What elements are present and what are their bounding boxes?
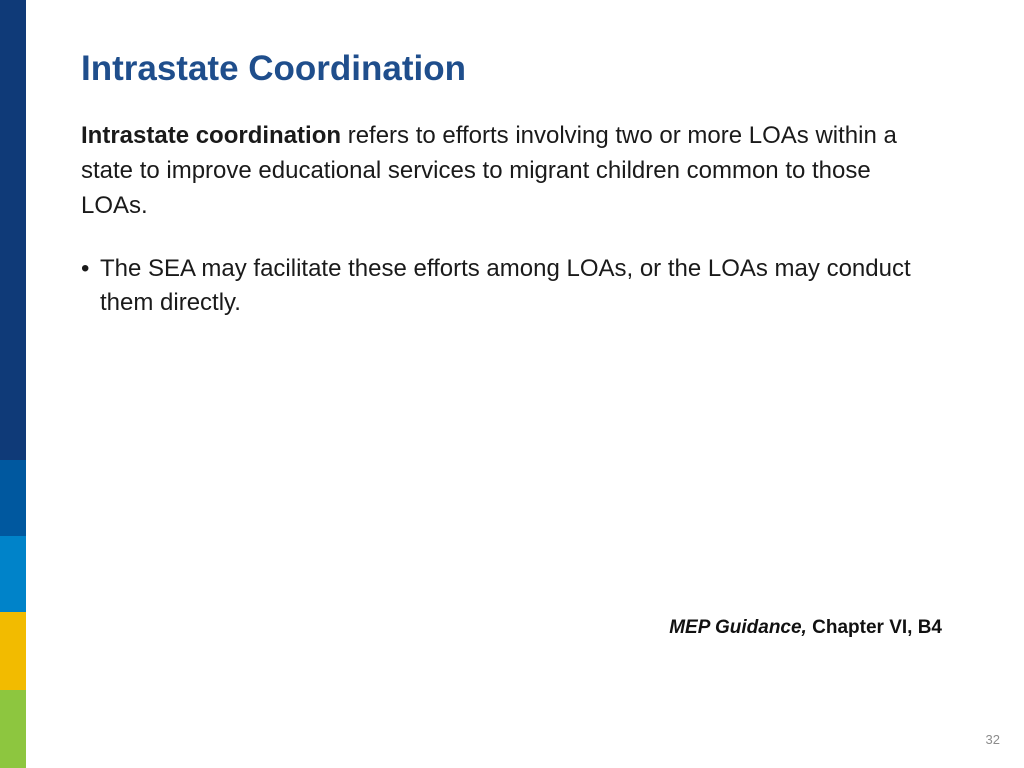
bullet-text: The SEA may facilitate these efforts among LOAs, or the LOAs may conduct them directly. xyxy=(100,255,911,316)
citation xyxy=(669,614,942,642)
accent-segment-sky xyxy=(0,536,26,612)
page-number: 32 xyxy=(985,732,1000,747)
bullet-marker: • xyxy=(81,255,90,282)
accent-segment-blue xyxy=(0,460,26,536)
accent-segment-green xyxy=(0,690,26,768)
citation-reference: Chapter VI, B4 xyxy=(806,617,942,638)
defined-term: Intrastate coordination xyxy=(81,122,342,149)
bullet-list xyxy=(81,252,911,320)
definition-text: refers to efforts involving two or more LOAs within a state to improve educational services to migrant children common to those LOAs. xyxy=(81,122,897,219)
slide-title: Intrastate Coordination xyxy=(81,49,467,88)
definition-paragraph xyxy=(81,118,911,223)
accent-segment-yellow xyxy=(0,612,26,690)
citation-source: MEP Guidance, xyxy=(669,617,807,638)
accent-segment-navy xyxy=(0,0,26,460)
side-accent-bar xyxy=(0,0,26,768)
bullet-item xyxy=(81,252,911,320)
